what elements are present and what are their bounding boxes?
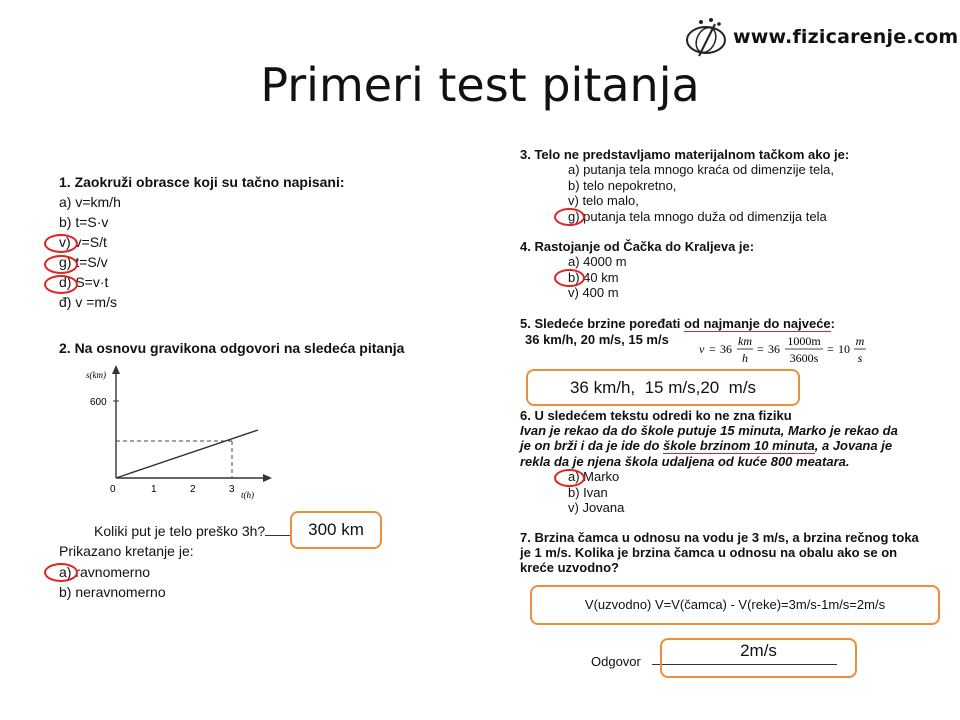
q5-question-part3: : [830,316,835,331]
q4-option-a: a) 4000 m [568,254,627,269]
q2-sub-question [94,521,311,541]
q6-text-line3: rekla da je njena škola udaljena od kuće 800 meatara. [520,454,850,469]
q2-question: 2. Na osnovu gravikona odgovori na sledeća pitanja [59,340,405,356]
q2-answer-box [290,511,382,549]
q4-circle-b [554,269,585,287]
q7-question-line1: 7. Brzina čamca u odnosu na vodu je 3 m/s, a brzina rečnog toka [520,530,919,545]
distance-time-graph [84,362,274,504]
q1-question: 1. Zaokruži obrasce koji su tačno napisani: [59,174,345,190]
graph-x-tick-1: 1 [151,484,157,495]
q2-circle-a [44,563,78,582]
graph-x-tick-3: 3 [229,484,235,495]
q1-circle-v [44,234,78,253]
q3-circle-g [554,208,585,226]
q7-answer: 2m/s [740,641,777,660]
q6-circle-a [554,469,585,487]
q5-question [520,316,835,332]
q6-option-b: b) Ivan [568,484,608,500]
q7-answer-box [660,638,857,678]
q2-motion-option-a: a) ravnomerno [59,564,151,580]
q5-values: 36 km/h, 20 m/s, 15 m/s [525,332,669,347]
formula-den1: h [742,351,748,365]
graph-y-tick-600: 600 [90,397,107,408]
q1-option-g: g) t=S/v [59,254,108,270]
q1-option-a: a) v=km/h [59,194,121,210]
graph-y-arrow [112,365,120,374]
q5-formula [697,331,872,369]
q6-question: 6. U sledećem tekstu odredi ko ne zna fiziku [520,408,792,423]
q3-option-v: v) telo malo, [568,193,639,208]
q3-options [568,162,834,224]
q7-question-line3: kreće uzvodno? [520,560,619,575]
q1-option-v: v) v=S/t [59,234,107,250]
logo-atom-icon [685,16,731,60]
formula-den3: s [857,351,863,365]
q4-option-v: v) 400 m [568,285,619,300]
q7-formula-box [530,585,940,625]
formula-num1: km [738,334,752,348]
formula-den2: 3600s [789,351,819,365]
q7-question-line2: je 1 m/s. Kolika je brzina čamca u odnosu na obalu ako se on [520,545,898,560]
q6-text-line1: Ivan je rekao da do škole putuje 15 minuta, Marko je rekao da [520,423,898,438]
graph-xlabel: t(h) [241,490,254,500]
q2-sub-question-text: Koliki put je telo preško 3h? [94,523,266,539]
formula-eq1: = [709,342,716,356]
q6-option-a: a) Marko [568,469,620,484]
formula-eq3: = [827,342,834,356]
formula-num2: 1000m [787,334,821,348]
q2-motion-label: Prikazano kretanje je: [59,543,194,559]
q7-formula: V(uzvodno) V=V(čamca) - V(reke)=3m/s-1m/s=2m/s [584,597,886,612]
q3-option-g: g) putanja tela mnogo duža od dimenzija tela [568,208,827,224]
q2-motion-option-b: b) neravnomerno [59,584,166,600]
formula-v: v [699,342,705,356]
q1-option-dj: đ) v =m/s [59,294,117,310]
q3-option-a: a) putanja tela mnogo kraća od dimenzije tela, [568,162,834,177]
q3-option-b: b) telo nepokretno, [568,177,677,193]
formula-36a: 36 [720,342,732,356]
q5-question-part1: 5. Sledeće brzine poređati [520,316,684,331]
formula-eq2: = [757,342,764,356]
q7-answer-label: Odgovor [591,654,641,669]
graph-ylabel: s(km) [86,370,106,380]
formula-num3: m [855,334,865,348]
q6-text-line2a: je on brži i da je ide do [520,438,664,453]
page-title: Primeri test pitanja [260,58,700,112]
q1-option-d: d) S=v·t [59,274,109,290]
q6-text-line2 [520,438,892,454]
formula-36b: 36 [768,342,780,356]
graph-line [116,430,258,478]
site-logo [685,14,959,62]
q6-option-v: v) Jovana [568,500,625,515]
q5-question-part2: od najmanje do najveće [684,316,831,331]
q4-option-b: b) 40 km [568,269,619,285]
graph-x-tick-0: 0 [110,484,116,495]
q1-option-b: b) t=S·v [59,214,109,230]
graph-x-tick-2: 2 [190,484,196,495]
q3-question: 3. Telo ne predstavljamo materijalnom tačkom ako je: [520,147,850,162]
q5-answer: 36 km/h, 15 m/s,20 m/s [569,378,757,397]
q5-answer-box [526,369,800,406]
q1-circle-g [44,255,78,274]
q4-question: 4. Rastojanje od Čačka do Kraljeva je: [520,239,755,254]
q6-text-line2c: , a Jovana je [814,438,893,453]
q1-circle-d [44,275,78,294]
graph-x-arrow [263,474,272,482]
q2-answer: 300 km [308,520,364,539]
logo-text: www.fizicarenje.com [733,26,959,48]
formula-res: 10 [838,342,850,356]
q6-text-line2b: škole brzinom 10 minuta [663,438,815,453]
